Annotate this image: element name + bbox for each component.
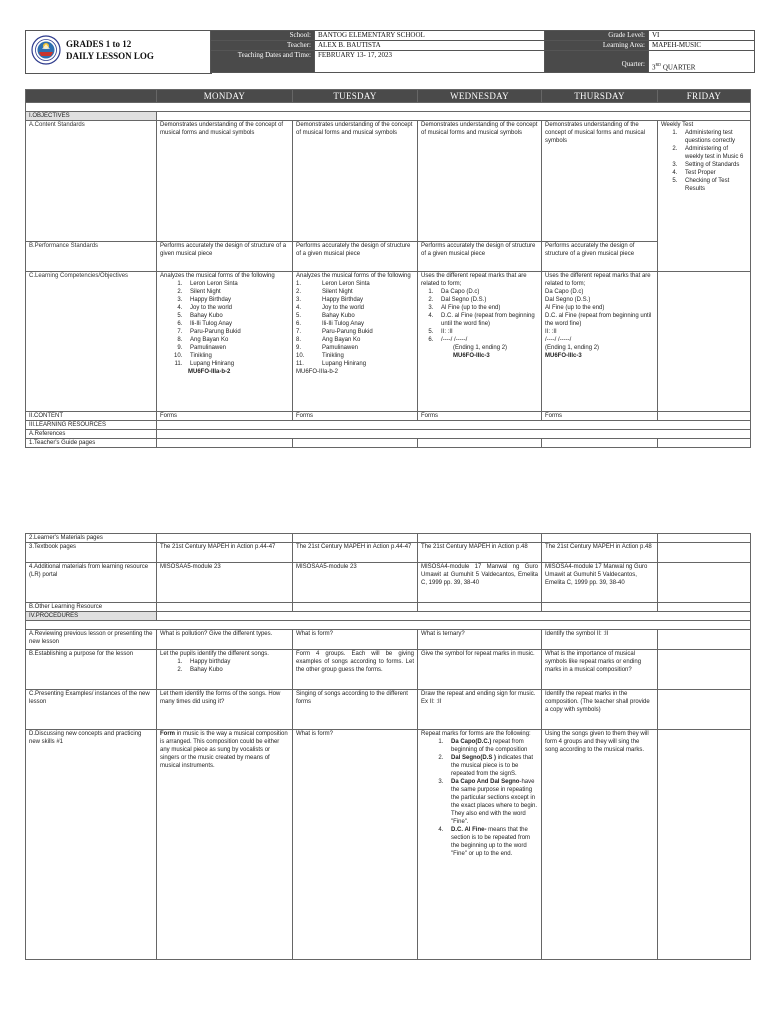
textbook-monday: The 21st Century MAPEH in Action p.44-47 — [157, 543, 293, 563]
textbook-friday — [658, 543, 751, 563]
song-number: 10. — [296, 353, 305, 359]
reviewing-thursday: Identify the symbol II: :II — [542, 630, 658, 650]
reviewing-wednesday: What is ternary? — [418, 630, 542, 650]
discussing-tuesday: What is form? — [293, 730, 418, 960]
wednesday-ending-note: (Ending 1, ending 2) — [453, 345, 508, 351]
discussing-thursday: Using the songs given to them they will form 4 groups and they will sing the song according to the musical marks. — [542, 730, 658, 960]
learning-competencies-label: C.Learning Competencies/Objectives — [26, 272, 157, 412]
repeat-mark-item: 1. Da Capo (D.c) — [435, 288, 538, 296]
competencies-thursday — [542, 272, 658, 412]
additional-thursday: MISOSA4-module 17 Manwal ng Guro Umawit at Gumuhit 5 Valdecantos, Emelita C, 1999 pp. 39, 38-40 — [542, 563, 658, 603]
weekly-test-item: 2. Administering of weekly test in Music 6 — [679, 145, 747, 161]
quarter-label-spacer — [545, 51, 649, 61]
content-standards-wednesday: Demonstrates understanding of the concept of musical forms and musical symbols — [418, 121, 542, 242]
performance-standards-label: B.Performance Standards — [26, 242, 157, 272]
learning-area-value: MAPEH-MUSIC — [649, 41, 755, 51]
content-monday: Forms — [157, 412, 293, 421]
learners-materials-tuesday — [293, 534, 418, 543]
weekly-test-item: 1. Administering test questions correctly — [679, 129, 747, 145]
thursday-competency-code: MU6FO-IIIc-3 — [545, 353, 582, 359]
competencies-wednesday — [418, 272, 542, 412]
discussing-monday-term: Form — [160, 731, 175, 737]
header-info-table — [210, 30, 755, 73]
discussing-monday-text: in music is the way a musical composition is arranged. This composition could be either any musical piece as sung by vocalists or singers or the music created by means of musical instruments. — [160, 731, 288, 769]
content-standards-monday: Demonstrates understanding of the concept of musical forms and musical symbols — [157, 121, 293, 242]
content-thursday: Forms — [542, 412, 658, 421]
repeat-mark-item: 3. Al Fine (up to the end) — [435, 304, 538, 312]
discussing-friday — [658, 730, 751, 960]
song-item: Pamulinawen — [322, 345, 359, 351]
wednesday-competency-code: MU6FO-IIIc-3 — [453, 353, 490, 359]
song-item: Leron Leron Sinta — [322, 281, 370, 287]
references-span — [157, 430, 751, 439]
other-resource-thursday — [542, 603, 658, 612]
establishing-purpose-label: B.Establishing a purpose for the lesson — [26, 650, 157, 690]
textbook-thursday: The 21st Century MAPEH in Action p.48 — [542, 543, 658, 563]
song-number: 6. — [296, 321, 302, 327]
textbook-label: 3.Textbook pages — [26, 543, 157, 563]
teachers-guide-friday — [658, 439, 751, 448]
song-item: 8. Ang Bayan Ko — [184, 336, 289, 344]
learning-area-label: Learning Area: — [545, 41, 649, 51]
quarter-value: 3RD QUARTER — [649, 60, 755, 73]
additional-wednesday: MISOSA4-module 17 Manwal ng Guro Umawit at Gumuhit 5 Valdecantos, Emelita C, 1999 pp. 39, 38-40 — [418, 563, 542, 603]
repeat-mark-item: 4. D.C. al Fine (repeat from beginning until the word fine) — [435, 312, 538, 328]
thursday-line: D.C. al Fine (repeat from beginning until the word fine) — [545, 313, 652, 327]
examples-friday — [658, 690, 751, 730]
purpose-item: 2. Bahay Kubo — [184, 666, 289, 674]
grade-level-value: VI — [649, 31, 755, 41]
song-item: Lupang Hinirang — [322, 361, 367, 367]
lesson-log-table-part2 — [25, 533, 751, 960]
song-number: 3. — [296, 297, 302, 303]
performance-tuesday: Performs accurately the design of structure of a given musical piece — [293, 242, 418, 272]
content-wednesday: Forms — [418, 412, 542, 421]
other-resource-wednesday — [418, 603, 542, 612]
song-item: 7. Paru-Parung Bukid — [184, 328, 289, 336]
weekly-test-item: 4. Test Proper — [679, 169, 747, 177]
song-item: Tinikling — [322, 353, 344, 359]
examples-tuesday: Singing of songs according to the different forms — [293, 690, 418, 730]
song-item: 11. Lupang Hinirang — [184, 360, 289, 368]
day-header-monday: MONDAY — [157, 90, 293, 103]
thursday-line: (Ending 1, ending 2) — [545, 345, 600, 351]
weekly-test-item: 5. Checking of Test Results — [679, 177, 747, 193]
song-item: 6. Ili-Ili Tulog Anay — [184, 320, 289, 328]
content-standards-tuesday: Demonstrates understanding of the concept of musical forms and musical symbols — [293, 121, 418, 242]
teachers-guide-wednesday — [418, 439, 542, 448]
song-item: 9. Pamulinawen — [184, 344, 289, 352]
textbook-wednesday: The 21st Century MAPEH in Action p.48 — [418, 543, 542, 563]
learners-materials-label: 2.Learner's Materials pages — [26, 534, 157, 543]
song-item: 1. Leron Leron Sinta — [184, 280, 289, 288]
song-item: 4. Joy to the world — [184, 304, 289, 312]
learning-resources-span — [157, 421, 751, 430]
spacer-row — [26, 621, 751, 630]
song-number: 11. — [296, 361, 304, 367]
presenting-examples-label: C.Presenting Examples/ instances of the new lesson — [26, 690, 157, 730]
purpose-monday-list — [160, 658, 289, 674]
weekly-test-cell — [658, 121, 751, 272]
song-item: 10. Tinikling — [184, 352, 289, 360]
teacher-label: Teacher: — [211, 41, 315, 51]
school-label: School: — [211, 31, 315, 41]
teaching-dates-value: FEBRUARY 13- 17, 2023 — [315, 51, 545, 73]
examples-thursday: Identify the repeat marks in the composition. (The teacher shall provide a copy with symbols) — [542, 690, 658, 730]
purpose-thursday: What is the importance of musical symbols like repeat marks or ending marks in a musical composition? — [542, 650, 658, 690]
learners-materials-thursday — [542, 534, 658, 543]
repeat-mark-definition: 1. Da Capo(D.C.) repeat from beginning of the composition — [445, 738, 538, 754]
discussing-wednesday — [418, 730, 542, 960]
thursday-line: Al Fine (up to the end) — [545, 305, 605, 311]
song-number: 1. — [296, 281, 302, 287]
teaching-dates-label: Teaching Dates and Time: — [211, 51, 315, 73]
additional-monday: MISOSAA5-module 23 — [157, 563, 293, 603]
content-standards-thursday: Demonstrates understanding of the concept of musical forms and musical symbols — [542, 121, 658, 242]
discussing-concepts-label: D.Discussing new concepts and practicing new skills #1 — [26, 730, 157, 960]
references-label: A.References — [26, 430, 157, 439]
performance-wednesday: Performs accurately the design of structure of a given musical piece — [418, 242, 542, 272]
tuesday-competency-code: MU6FO-IIIa-b-2 — [296, 369, 339, 375]
lesson-log-table-part1 — [25, 89, 751, 448]
quarter-label: Quarter: — [545, 60, 649, 73]
repeat-mark-item: 2. Dal Segno (D.S.) — [435, 296, 538, 304]
weekly-test-item: 3. Setting of Standards — [679, 161, 747, 169]
performance-thursday: Performs accurately the design of structure of a given musical piece — [542, 242, 658, 272]
reviewing-tuesday: What is form? — [293, 630, 418, 650]
day-header-tuesday: TUESDAY — [293, 90, 418, 103]
song-number: 2. — [296, 289, 302, 295]
reviewing-lesson-label: A.Reviewing previous lesson or presenting the new lesson — [26, 630, 157, 650]
brand-title-line1: GRADES 1 to 12 — [66, 39, 132, 49]
thursday-line: /----/ /-----/ — [545, 337, 572, 343]
song-item: Bahay Kubo — [322, 313, 355, 319]
deped-seal-icon — [31, 35, 61, 65]
procedures-section-title: IV.PROCEDURES — [26, 612, 157, 621]
song-item: Ang Bayan Ko — [322, 337, 361, 343]
discussing-monday — [157, 730, 293, 960]
additional-tuesday: MISOSAA5-module 23 — [293, 563, 418, 603]
purpose-tuesday: Form 4 groups. Each will be giving examples of songs according to forms. Let the other group guess the forms. — [293, 650, 418, 690]
weekly-test-title: Weekly Test — [661, 122, 694, 128]
competencies-tuesday — [293, 272, 418, 412]
weekly-test-list — [661, 129, 747, 193]
repeat-mark-item: 5. II: :II — [435, 328, 538, 336]
textbook-tuesday: The 21st Century MAPEH in Action p.44-47 — [293, 543, 418, 563]
grade-level-label: Grade Level: — [545, 31, 649, 41]
song-item: Silent Night — [322, 289, 353, 295]
procedures-span — [157, 612, 751, 621]
day-header-friday: FRIDAY — [658, 90, 751, 103]
other-resource-tuesday — [293, 603, 418, 612]
competencies-monday — [157, 272, 293, 412]
content-tuesday: Forms — [293, 412, 418, 421]
other-resource-friday — [658, 603, 751, 612]
wednesday-repeat-marks-list — [421, 288, 538, 344]
reviewing-monday: What is pollution? Give the different types. — [157, 630, 293, 650]
song-item: Paru-Parung Bukid — [322, 329, 373, 335]
content-friday — [658, 412, 751, 421]
song-number: 8. — [296, 337, 302, 343]
song-item: 3. Happy Birthday — [184, 296, 289, 304]
song-number: 7. — [296, 329, 302, 335]
song-item: Ili-Ili Tulog Anay — [322, 321, 365, 327]
teachers-guide-label: 1.Teacher's Guide pages — [26, 439, 157, 448]
learners-materials-wednesday — [418, 534, 542, 543]
repeat-mark-item: 6. /----/ /-----/ — [435, 336, 538, 344]
additional-friday — [658, 563, 751, 603]
content-section-title: II.CONTENT — [26, 412, 157, 421]
discussing-wednesday-list — [421, 738, 538, 858]
reviewing-friday — [658, 630, 751, 650]
school-value: BANTOG ELEMENTARY SCHOOL — [315, 31, 545, 41]
competencies-monday-intro: Analyzes the musical forms of the following — [160, 273, 275, 279]
other-resource-label: B.Other Learning Resource — [26, 603, 157, 612]
purpose-monday-text: Let the pupils identify the different songs. — [160, 651, 269, 657]
thursday-line: II: :II — [545, 329, 557, 335]
teachers-guide-tuesday — [293, 439, 418, 448]
song-number: 4. — [296, 305, 302, 311]
competencies-tuesday-intro: Analyzes the musical forms of the following — [296, 273, 411, 279]
thursday-line: Uses the different repeat marks that are related to form; — [545, 273, 651, 287]
learners-materials-friday — [658, 534, 751, 543]
header-brand-box — [25, 30, 212, 74]
learning-resources-section-title: III.LEARNING RESOURCES — [26, 421, 157, 430]
discussing-wednesday-intro: Repeat marks for forms are the following: — [421, 731, 531, 737]
additional-materials-label: 4.Additional materials from learning resource (LR) portal — [26, 563, 157, 603]
purpose-item: 1. Happy birthday — [184, 658, 289, 666]
repeat-mark-definition: 3. Da Capo And Dal Segno-have the same purpose in repeating the particular sections except in the exact places where to begin. They also end with the word "Fine". — [445, 778, 538, 826]
purpose-wednesday: Give the symbol for repeat marks in music. — [418, 650, 542, 690]
song-item: Joy to the world — [322, 305, 365, 311]
day-header-wednesday: WEDNESDAY — [418, 90, 542, 103]
teachers-guide-thursday — [542, 439, 658, 448]
competencies-friday — [658, 272, 751, 412]
corner-cell — [26, 90, 157, 103]
thursday-line: Da Capo (D.c) — [545, 289, 584, 295]
tuesday-song-list — [296, 280, 414, 368]
objectives-section-span — [157, 112, 751, 121]
song-item: 2. Silent Night — [184, 288, 289, 296]
performance-monday: Performs accurately the design of structure of a given musical piece — [157, 242, 293, 272]
song-item: Happy Birthday — [322, 297, 364, 303]
examples-wednesday: Draw the repeat and ending sign for music. Ex II: :II — [418, 690, 542, 730]
spacer-row — [26, 103, 751, 112]
song-item: 5. Bahay Kubo — [184, 312, 289, 320]
day-header-thursday: THURSDAY — [542, 90, 658, 103]
song-number: 9. — [296, 345, 302, 351]
repeat-mark-definition: 4. D.C. Al Fine- means that the section is to be repeated from the beginning up to the word "Fine" or up to the end. — [445, 826, 538, 858]
teachers-guide-monday — [157, 439, 293, 448]
other-resource-monday — [157, 603, 293, 612]
learners-materials-monday — [157, 534, 293, 543]
purpose-monday — [157, 650, 293, 690]
examples-monday: Let them identify the forms of the songs. How many times did using it? — [157, 690, 293, 730]
thursday-line: Dal Segno (D.S.) — [545, 297, 591, 303]
purpose-friday — [658, 650, 751, 690]
quarter-value-spacer — [649, 51, 755, 61]
teacher-value: ALEX B. BAUTISTA — [315, 41, 545, 51]
competencies-wednesday-intro: Uses the different repeat marks that are related to form; — [421, 273, 527, 287]
repeat-mark-definition: 2. Dal Segno(D.S ) indicates that the musical piece is to be repeated from the signS. — [445, 754, 538, 778]
song-number: 5. — [296, 313, 302, 319]
monday-competency-code: MU6FO-IIIa-b-2 — [188, 369, 231, 375]
objectives-section-title: I.OBJECTIVES — [26, 112, 157, 121]
monday-song-list — [160, 280, 289, 368]
brand-title-line2: DAILY LESSON LOG — [66, 51, 154, 61]
content-standards-label: A.Content Standards — [26, 121, 157, 242]
